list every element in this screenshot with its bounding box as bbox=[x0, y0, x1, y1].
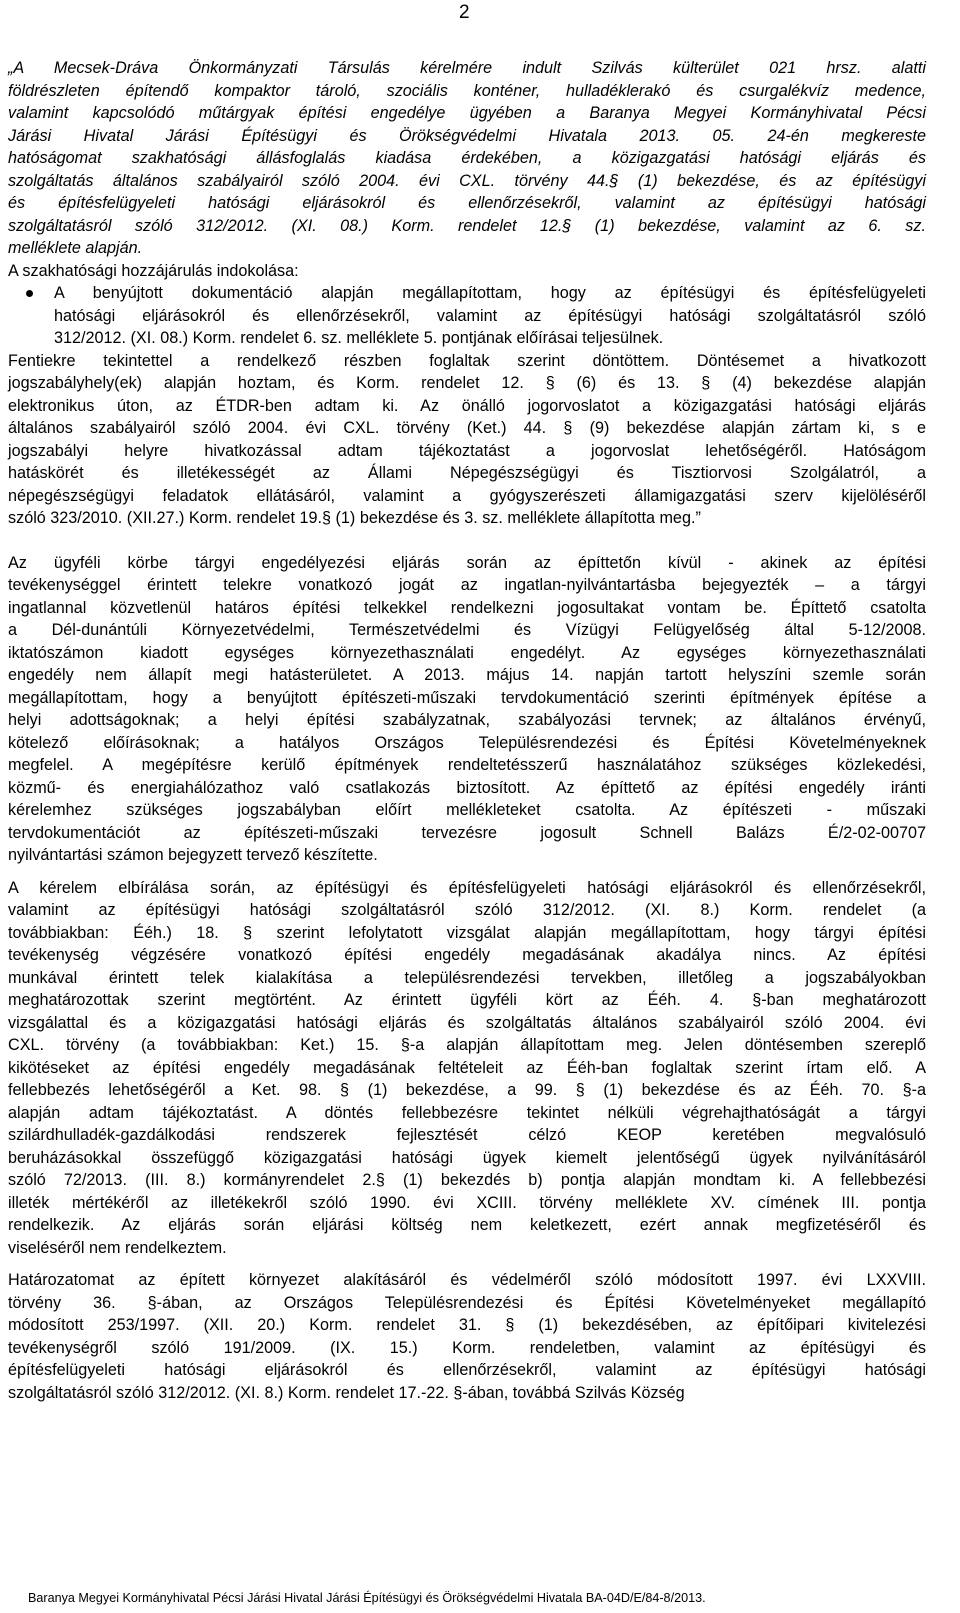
text-line: beruházásokkal összefüggő közigazgatási hatósági ügyek kiemelt jelentőségű ügyek nyilvánításáról bbox=[8, 1148, 926, 1167]
text-line: vizsgálattal és a közigazgatási hatósági eljárás és szolgáltatás általános szabályairól szóló 2004. évi bbox=[8, 1013, 926, 1032]
text-line: szolgáltatásról szóló 312/2012. (XI. 08.) Korm. rendelet 12.§ (1) bekezdése, valamint az 6. sz. bbox=[8, 216, 926, 235]
text-line: kötelező előírásoknak; a hatályos Országos Településrendezési és Építési Követelményeknek bbox=[8, 733, 926, 752]
text-line: fellebbezés lehetőségéről a Ket. 98. § (1) bekezdése, a 99. § (1) bekezdése és az Ééh. 70. §-a bbox=[8, 1081, 926, 1099]
text-line: alapján adtam tájékoztatást. A döntés fellebbezésre tekintet nélküli végrehajthatóságát a tárgyi bbox=[8, 1103, 926, 1122]
text-line: jogszabályi helyre hivatkozással adtam tájékoztatást a jogorvoslat lehetőségéről. Hatóságom bbox=[8, 441, 926, 460]
text-line: hatósági eljárásokról és ellenőrzésekről, valamint az építésügyi hatósági szolgáltatásról szóló bbox=[54, 306, 926, 325]
text-line: A benyújtott dokumentáció alapján megállapítottam, hogy az építésügyi és építésfelügyeleti bbox=[54, 284, 926, 302]
page-footer: Baranya Megyei Kormányhivatal Pécsi Járási Hivatal Járási Építésügyi és Örökségvédelmi Hivatala BA-04D/E/84-8/2013. bbox=[28, 1591, 706, 1605]
text-line: Határozatomat az épített környezet alakításáról és védelméről szóló módosított 1997. évi LXXVIII. bbox=[8, 1271, 926, 1289]
text-line: elektronikus úton, az ÉTDR-ben adtam ki. Az önálló jogorvoslatot a közigazgatási hatósági eljárás bbox=[8, 396, 926, 415]
bullet-icon bbox=[26, 290, 33, 297]
text-line: tervdokumentációt az építészeti-műszaki tervezésre jogosult Schnell Balázs É/2-02-00707 bbox=[8, 823, 926, 842]
text-line: tevékenység végzésére vonatkozó építési engedély megadásának akadálya nincs. Az építési bbox=[8, 946, 926, 964]
bullet-text bbox=[8, 282, 926, 350]
text-line: továbbiakban: Ééh.) 18. § szerint lefolytatott vizsgálat alapján megállapítottam, hogy tárgyi építési bbox=[8, 923, 926, 942]
page-number: 2 bbox=[459, 2, 470, 23]
text-line: és építésfelügyeleti hatósági eljárásokról és ellenőrzésekről, valamint az építésügyi hatósági bbox=[8, 194, 926, 212]
text-line: helyi adottságoknak; a helyi építési szabályzatnak, szabályozási tervnek; az általános érvényű, bbox=[8, 711, 926, 729]
text-line: megállapítottam, hogy a benyújtott építészeti-műszaki tervdokumentáció szerinti építmények építése a bbox=[8, 688, 926, 707]
text-line: módosított 253/1997. (XII. 20.) Korm. rendelet 31. § (1) bekezdésében, az építőipari kivitelezési bbox=[8, 1316, 926, 1334]
text-line: népegészségügyi feladatok ellátásáról, valamint a gyógyszerészeti államigazgatási szerv kijelöléséről bbox=[8, 486, 926, 505]
text-line: valamint kapcsolódó műtárgyak építési engedélye ügyében a Baranya Megyei Kormányhivatal Pécsi bbox=[8, 104, 926, 122]
text-line: tevékenységgel érintett telekre vonatkozó jogát az ingatlan-nyilvántartásba bejegyezték – a tárgyi bbox=[8, 576, 926, 594]
text-line: Fentiekre tekintettel a rendelkező részben foglaltak szerint döntöttem. Döntésemet a hivatkozott bbox=[8, 351, 926, 370]
text-line: ingatlannal közvetlenül határos építési telkekkel rendelkezni jogosultakat vontam be. Építtető csatolta bbox=[8, 598, 926, 617]
legal-basis-paragraph bbox=[8, 1269, 926, 1404]
text-line: szolgáltatásról szóló 312/2012. (XI. 8.) Korm. rendelet 17.-22. §-ában, továbbá Szilvás Község bbox=[8, 1383, 685, 1402]
justification-bullet bbox=[8, 282, 926, 350]
text-line: jogszabályhely(ek) alapján hoztam, és Korm. rendelet 12. § (6) és 13. § (4) bekezdése alapján bbox=[8, 374, 926, 392]
text-line: szolgáltatás általános szabályairól szóló 2004. évi CXL. törvény 44.§ (1) bekezdése, és az építésügyi bbox=[8, 171, 926, 190]
text-line: törvény 36. §-ában, az Országos Településrendezési és Építési Követelményeket megállapító bbox=[8, 1293, 926, 1312]
text-line: A kérelem elbírálása során, az építésügyi és építésfelügyeleti hatósági eljárásokról és ellenőrzésekről, bbox=[8, 878, 926, 897]
text-line: meghatározottak szerint megtörtént. Az érintett ügyféli kört az Ééh. 4. §-ban meghatározott bbox=[8, 991, 926, 1009]
text-line: viseléséről nem rendelkeztem. bbox=[8, 1238, 227, 1257]
document-body bbox=[8, 57, 926, 1404]
justification-heading bbox=[8, 260, 926, 283]
text-line: „A Mecsek-Dráva Önkormányzati Társulás kérelmére indult Szilvás külterület 021 hrsz. alatti bbox=[8, 59, 926, 77]
text-line: valamint az építésügyi hatósági szolgáltatásról szóló 312/2012. (XI. 8.) Korm. rendelet (a bbox=[8, 901, 926, 919]
text-line: rendelkezik. Az eljárás során eljárási költség nem keletkezett, ezért annak megfizetéséről és bbox=[8, 1216, 926, 1234]
text-line: szilárdhulladék-gazdálkodási rendszerek fejlesztését célzó KEOP keretében megvalósuló bbox=[8, 1126, 926, 1144]
text-line: kikötéseket az építési engedély megadásának feltételeit az Ééh-ban foglaltak szerint írtam elő. A bbox=[8, 1058, 926, 1077]
text-line: Az ügyféli körbe tárgyi engedélyezési eljárás során az építtetőn kívül - akinek az építési bbox=[8, 553, 926, 572]
text-line: hatáskörét és illetékességét az Állami Népegészségügyi és Tisztiorvosi Szolgálatról, a bbox=[8, 464, 926, 482]
text-line: földrészleten építendő kompaktor tároló, szociális konténer, hulladéklerakó és csurgalékvíz medence, bbox=[8, 81, 926, 100]
text-line: általános szabályairól szóló 2004. évi CXL. törvény (Ket.) 44. § (9) bekezdése alapján zártam ki, s e bbox=[8, 419, 926, 437]
evaluation-paragraph bbox=[8, 877, 926, 1260]
text-line: a Dél-dunántúli Környezetvédelmi, Természetvédelmi és Vízügyi Felügyelőség által 5-12/2008. bbox=[8, 621, 926, 639]
text-line: 312/2012. (XI. 08.) Korm. rendelet 6. sz. melléklete 5. pontjának előírásai teljesülnek. bbox=[54, 329, 664, 347]
text-line: hatóságomat szakhatósági állásfoglalás kiadása érdekében, a közigazgatási hatósági eljárás és bbox=[8, 149, 926, 167]
text-line: A szakhatósági hozzájárulás indokolása: bbox=[8, 261, 299, 280]
text-line: nyilvántartási számon bejegyzett tervező készítette. bbox=[8, 846, 378, 864]
text-line: iktatószámon kiadott egységes környezethasználati engedélyt. Az egységes környezethasználati bbox=[8, 643, 926, 662]
text-line: melléklete alapján. bbox=[8, 239, 143, 257]
text-line: CXL. törvény (a továbbiakban: Ket.) 15. §-a alapján állapítottam meg. Jelen döntésemben szereplő bbox=[8, 1036, 926, 1054]
text-line: kérelemhez szükséges jogszabályban előírt mellékleteket csatolta. Az építészeti - műszaki bbox=[8, 801, 926, 819]
text-line: engedély nem állapít megi hatásterületet. A 2013. május 14. napján tartott helyszíni szemle során bbox=[8, 666, 926, 684]
text-line: tevékenységről szóló 191/2009. (IX. 15.) Korm. rendeletben, valamint az építésügyi és bbox=[8, 1338, 926, 1357]
text-line: megfelel. A megépítésre kerülő építmények rendeltetésszerű használatához szükséges közlekedési, bbox=[8, 756, 926, 774]
text-line: közmű- és energiahálózathoz való csatlakozás biztosított. Az építtető az építési engedély iránti bbox=[8, 778, 926, 797]
quoted-request-paragraph bbox=[8, 57, 926, 260]
text-line: illeték mértékéről az illetékekről szóló 1990. évi XCIII. törvény melléklete XV. címének III. pontja bbox=[8, 1193, 926, 1212]
text-line: szóló 72/2013. (III. 8.) kormányrendelet 2.§ (1) bekezdés b) pontja alapján mondtam ki. A fellebbezési bbox=[8, 1171, 926, 1189]
decision-paragraph bbox=[8, 350, 926, 530]
text-line: munkával érintett telek kialakítása a településrendezési tervekben, illetőleg a jogszabályokban bbox=[8, 968, 926, 987]
client-scope-paragraph bbox=[8, 552, 926, 867]
text-line: szóló 323/2010. (XII.27.) Korm. rendelet 19.§ (1) bekezdése és 3. sz. melléklete állapította meg.” bbox=[8, 509, 701, 527]
text-line: építésfelügyeleti hatósági eljárásokról és ellenőrzésekről, valamint az építésügyi hatósági bbox=[8, 1361, 926, 1379]
text-line: Járási Hivatal Járási Építésügyi és Örökségvédelmi Hivatala 2013. 05. 24-én megkereste bbox=[8, 126, 926, 145]
